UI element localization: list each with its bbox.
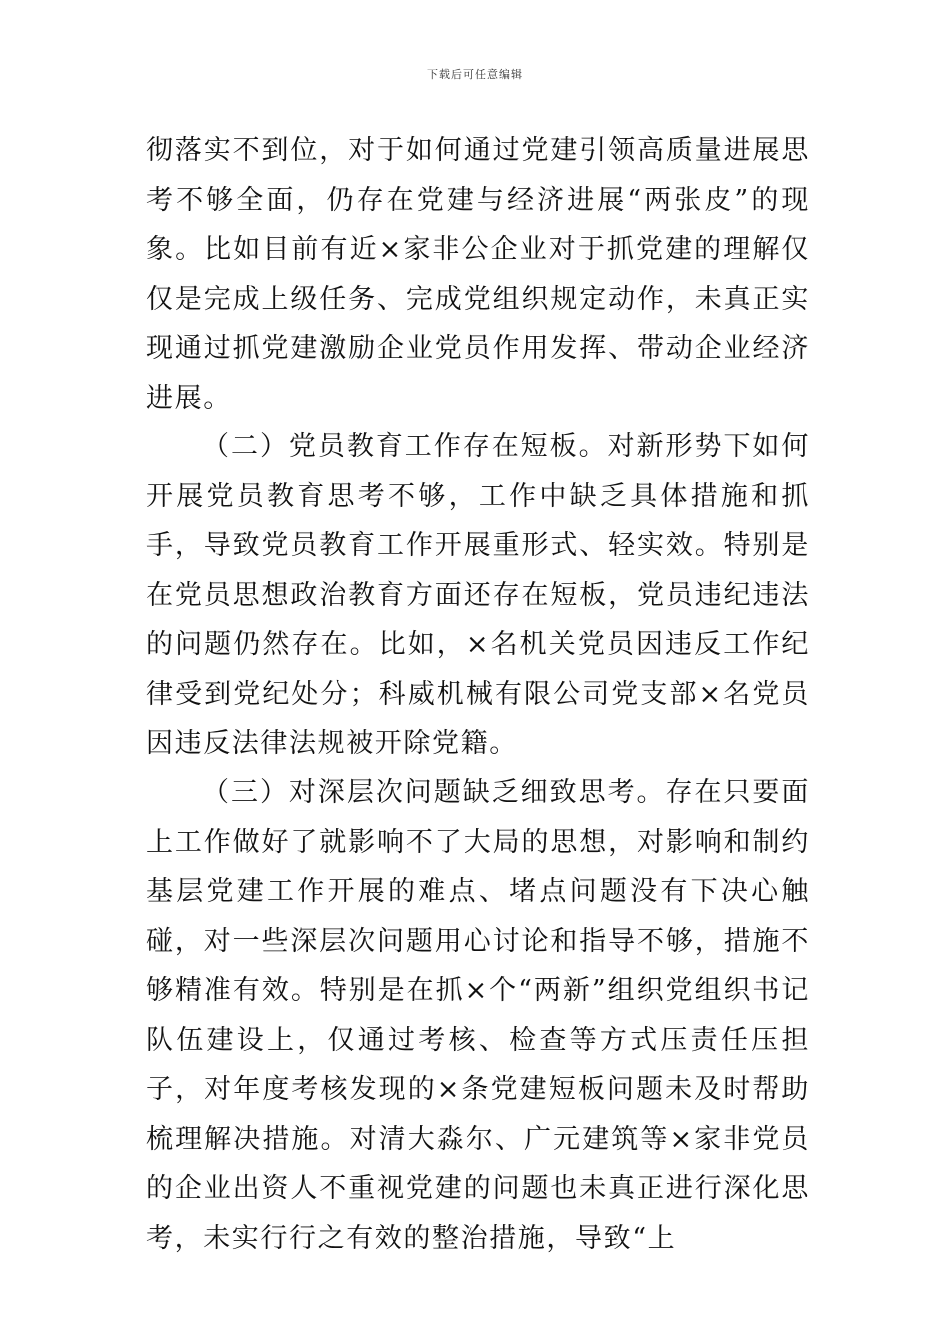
paragraph-continuation: 彻落实不到位，对于如何通过党建引领高质量进展思考不够全面，仍存在党建与经济进展“两张皮”的现象。比如目前有近×家非公企业对于抓党建的理解仅仅是完成上级任务、完成党组织规定动作，未真正实现通过抓党建激励企业党员作用发挥、带动企业经济进展。 (146, 135, 810, 414)
paragraph-section-2: （二）党员教育工作存在短板。对新形势下如何开展党员教育思考不够，工作中缺乏具体措施和抓手，导致党员教育工作开展重形式、轻实效。特别是在党员思想政治教育方面还存在短板，党员违纪违法的问题仍然存在。比如，×名机关党员因违反工作纪律受到党纪处分；科威机械有限公司党支部×名党员因违反法律法规被开除党籍。 (146, 431, 810, 759)
page-header-note: 下载后可任意编辑 (427, 68, 523, 81)
paragraph-section-3: （三）对深层次问题缺乏细致思考。存在只要面上工作做好了就影响不了大局的思想，对影响和制约基层党建工作开展的难点、堵点问题没有下决心触碰，对一些深层次问题用心讨论和指导不够，措施不够精准有效。特别是在抓×个“两新”组织党组织书记队伍建设上，仅通过考核、检查等方式压责任压担子，对年度考核发现的×条党建短板问题未及时帮助梳理解决措施。对清大淼尔、广元建筑等×家非党员的企业出资人不重视党建的问题也未真正进行深化思考，未实行行之有效的整治措施，导致“上 (146, 777, 810, 1254)
